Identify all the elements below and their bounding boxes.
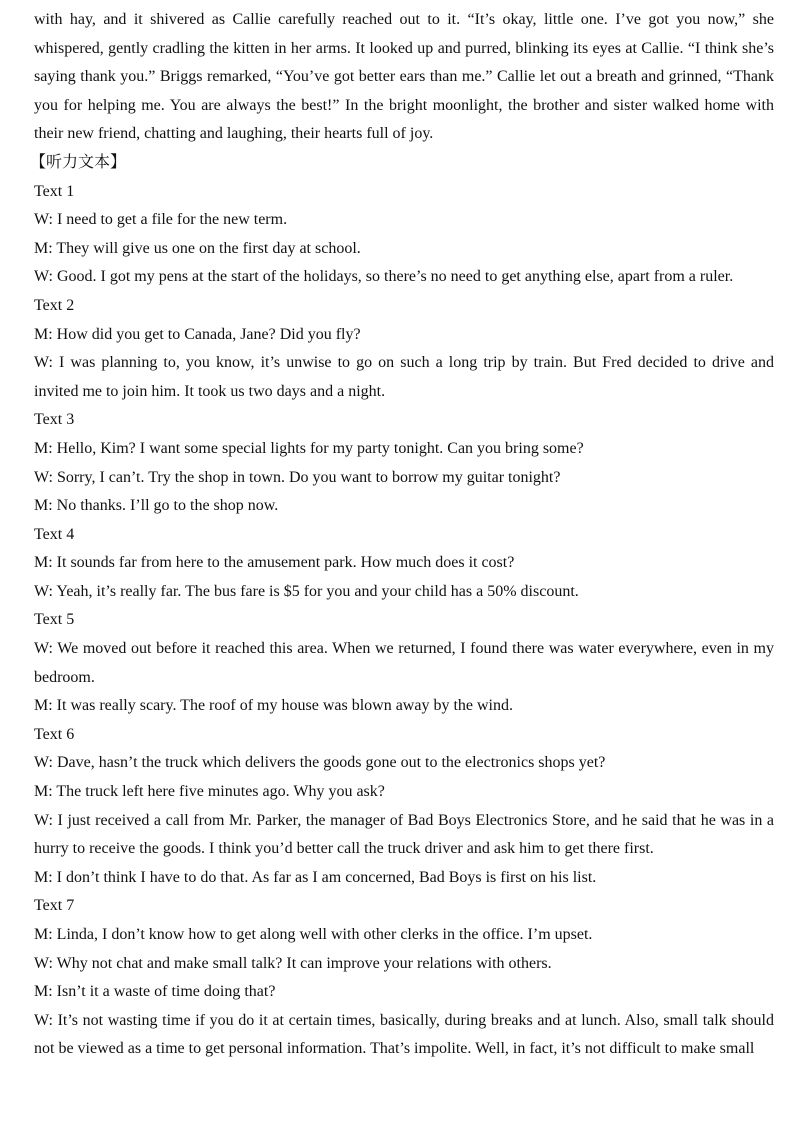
text-5-line-2: M: It was really scary. The roof of my house was blown away by the wind.	[34, 697, 513, 715]
text-6-line-3: W: I just received a call from Mr. Parker, the manager of Bad Boys Electronics Store, and he said that he was in a hurry to receive the goods. I think you’d better call the truck driver and ask him to get there first.	[34, 811, 774, 858]
text-1-line-1: W: I need to get a file for the new term.	[34, 211, 288, 229]
text-1-line-3: W: Good. I got my pens at the start of the holidays, so there’s no need to get anything else, apart from a ruler.	[34, 268, 734, 286]
text-2-title: Text 2	[34, 296, 75, 314]
text-3-title: Text 3	[34, 411, 75, 429]
text-6-line-1: W: Dave, hasn’t the truck which delivers the goods gone out to the electronics shops yet?	[34, 754, 606, 772]
text-7-title: Text 7	[34, 897, 75, 915]
text-1-title: Text 1	[34, 182, 75, 200]
text-7-line-4: W: It’s not wasting time if you do it at certain times, basically, during breaks and at lunch. Also, small talk should not be viewed as a time to get personal information. That’s impolite. Well, in fact, it’s not difficult to make small	[34, 1011, 774, 1058]
text-2-line-1: M: How did you get to Canada, Jane? Did you fly?	[34, 325, 361, 343]
text-4-line-2: W: Yeah, it’s really far. The bus fare is $5 for you and your child has a 50% discount.	[34, 582, 579, 600]
document-page	[30, 6, 774, 1064]
text-3-line-1: M: Hello, Kim? I want some special lights for my party tonight. Can you bring some?	[34, 439, 584, 457]
text-7-line-1: M: Linda, I don’t know how to get along well with other clerks in the office. I’m upset.	[34, 926, 593, 943]
text-6-line-2: M: The truck left here five minutes ago. Why you ask?	[34, 783, 385, 801]
text-7-line-2: W: Why not chat and make small talk? It can improve your relations with others.	[34, 954, 552, 972]
text-6-line-4: M: I don’t think I have to do that. As far as I am concerned, Bad Boys is first on his list.	[34, 868, 597, 886]
text-4-title: Text 4	[34, 525, 75, 543]
text-6-title: Text 6	[34, 725, 75, 743]
text-3-line-2: W: Sorry, I can’t. Try the shop in town. Do you want to borrow my guitar tonight?	[34, 468, 561, 486]
text-5-line-1: W: We moved out before it reached this area. When we returned, I found there was water everywhere, even in my bedroom.	[34, 640, 774, 686]
text-3-line-3: M: No thanks. I’ll go to the shop now.	[34, 497, 279, 515]
text-2-line-2: W: I was planning to, you know, it’s unwise to go on such a long trip by train. But Fred decided to drive and invited me to join him. It took us two days and a night.	[34, 354, 774, 400]
text-5-title: Text 5	[34, 611, 75, 629]
text-1-line-2: M: They will give us one on the first day at school.	[34, 239, 361, 257]
text-4-line-1: M: It sounds far from here to the amusement park. How much does it cost?	[34, 554, 515, 572]
section-heading: 【听力文本】	[30, 153, 127, 171]
story-paragraph: with hay, and it shivered as Callie carefully reached out to it. “It’s okay, little one. I’ve got you now,” she whispered, gently cradling the kitten in her arms. It looked up and purred, blinking its eyes at Callie. “I think she’s saying thank you.” Briggs remarked, “You’ve got better ears than me.” Callie let out a breath and grinned, “Thank you for helping me. You are always the best!” In the bright moonlight, the brother and sister walked home with their new friend, chatting and laughing, their hearts full of joy.	[34, 11, 774, 143]
text-7-line-3: M: Isn’t it a waste of time doing that?	[34, 983, 276, 1001]
